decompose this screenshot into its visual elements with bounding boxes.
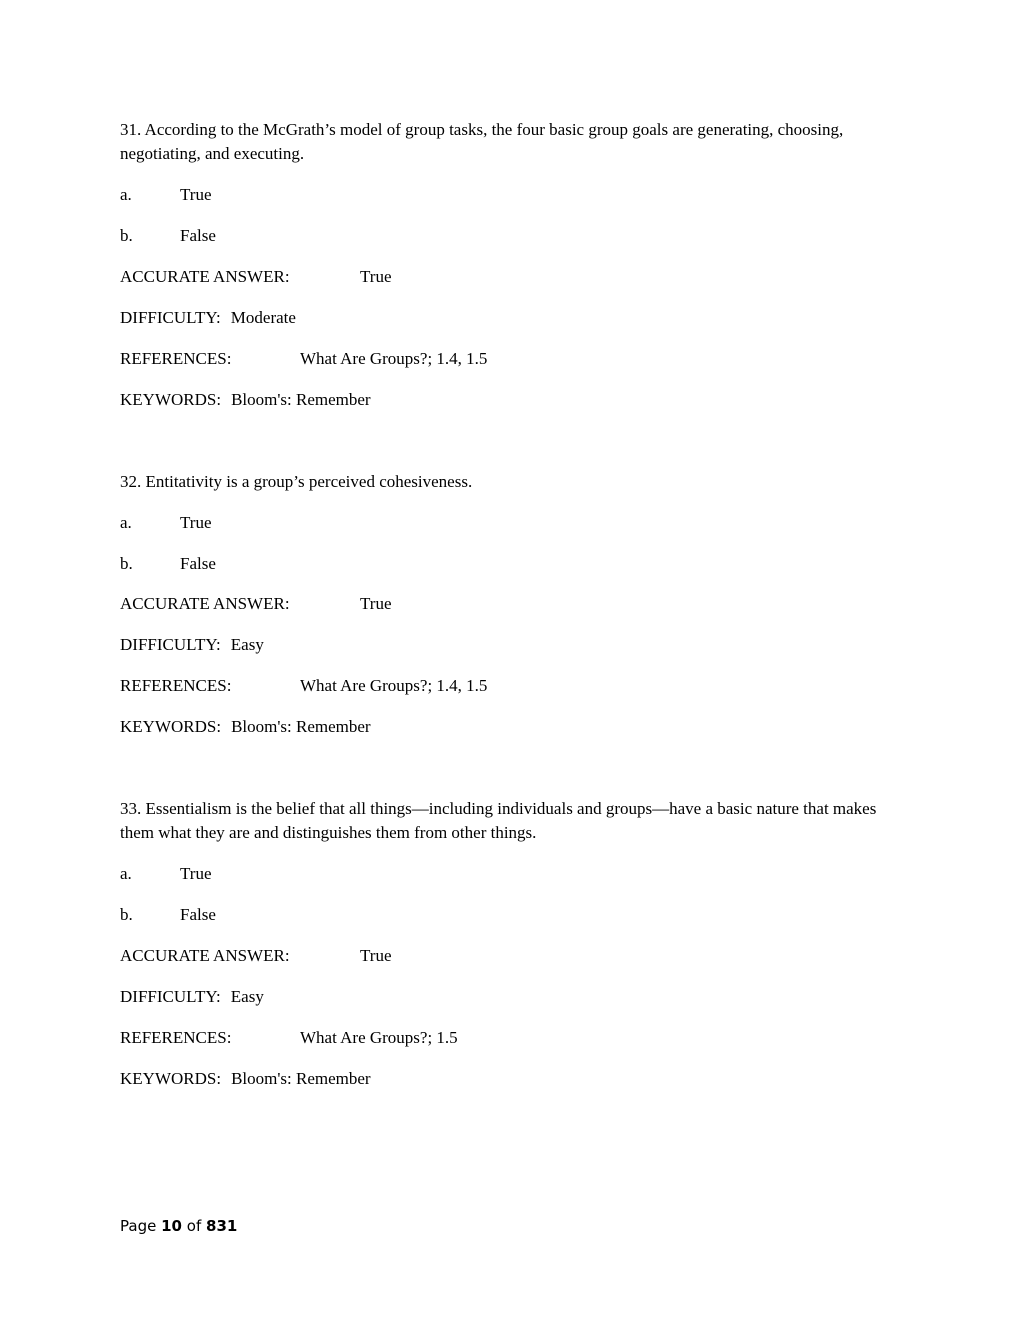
difficulty-row	[120, 985, 264, 1009]
question-text: 32. Entitativity is a group’s perceived cohesiveness.	[120, 472, 473, 491]
option-text: True	[180, 864, 212, 883]
question-33	[120, 797, 900, 1088]
references-row	[120, 1026, 458, 1050]
references-value: What Are Groups?; 1.4, 1.5	[300, 676, 488, 695]
option-text: False	[180, 226, 216, 245]
option-b	[120, 224, 216, 248]
keywords-label: KEYWORDS:	[120, 717, 222, 736]
difficulty-value: Moderate	[230, 308, 296, 327]
difficulty-label: DIFFICULTY:	[120, 635, 221, 654]
answer-row	[120, 944, 392, 968]
option-b	[120, 903, 216, 927]
difficulty-row	[120, 633, 264, 657]
option-a	[120, 511, 212, 535]
references-label: REFERENCES:	[120, 1028, 232, 1047]
references-label: REFERENCES:	[120, 676, 232, 695]
keywords-label: KEYWORDS:	[120, 390, 222, 409]
references-row	[120, 674, 487, 698]
keywords-label: KEYWORDS:	[120, 1069, 222, 1088]
difficulty-value: Easy	[230, 987, 264, 1006]
option-letter: b.	[120, 905, 133, 924]
answer-value: True	[360, 946, 392, 965]
question-31	[120, 118, 900, 409]
total-pages-number: 831	[206, 1217, 238, 1235]
references-value: What Are Groups?; 1.5	[300, 1028, 458, 1047]
answer-value: True	[360, 594, 392, 613]
answer-value: True	[360, 267, 392, 286]
difficulty-label: DIFFICULTY:	[120, 987, 221, 1006]
difficulty-value: Easy	[230, 635, 264, 654]
difficulty-label: DIFFICULTY:	[120, 308, 221, 327]
option-letter: a.	[120, 864, 132, 883]
keywords-value: Bloom's: Remember	[231, 1069, 371, 1088]
answer-label: ACCURATE ANSWER:	[120, 594, 290, 613]
option-text: False	[180, 905, 216, 924]
current-page-number: 10	[161, 1217, 182, 1235]
references-label: REFERENCES:	[120, 349, 232, 368]
difficulty-row	[120, 306, 296, 330]
option-a	[120, 862, 212, 886]
answer-label: ACCURATE ANSWER:	[120, 267, 290, 286]
option-a	[120, 183, 212, 207]
question-text: 33. Essentialism is the belief that all things—including individuals and groups—have a basic nature that makes them what they are and distinguishes them from other things.	[120, 799, 877, 842]
keywords-row	[120, 388, 371, 412]
option-text: True	[180, 185, 212, 204]
option-text: True	[180, 513, 212, 532]
option-b	[120, 552, 216, 576]
keywords-value: Bloom's: Remember	[231, 717, 371, 736]
option-letter: a.	[120, 513, 132, 532]
option-letter: a.	[120, 185, 132, 204]
option-letter: b.	[120, 226, 133, 245]
page-footer	[120, 1214, 237, 1238]
references-value: What Are Groups?; 1.4, 1.5	[300, 349, 488, 368]
keywords-row	[120, 1067, 371, 1091]
option-letter: b.	[120, 554, 133, 573]
answer-label: ACCURATE ANSWER:	[120, 946, 290, 965]
option-text: False	[180, 554, 216, 573]
question-text: 31. According to the McGrath’s model of group tasks, the four basic group goals are generating, choosing, negotiating, and executing.	[120, 120, 844, 163]
answer-row	[120, 592, 392, 616]
of-word: of	[186, 1217, 202, 1235]
keywords-value: Bloom's: Remember	[231, 390, 371, 409]
question-32	[120, 470, 900, 736]
page-word: Page	[120, 1217, 157, 1235]
answer-row	[120, 265, 392, 289]
references-row	[120, 347, 487, 371]
keywords-row	[120, 715, 371, 739]
